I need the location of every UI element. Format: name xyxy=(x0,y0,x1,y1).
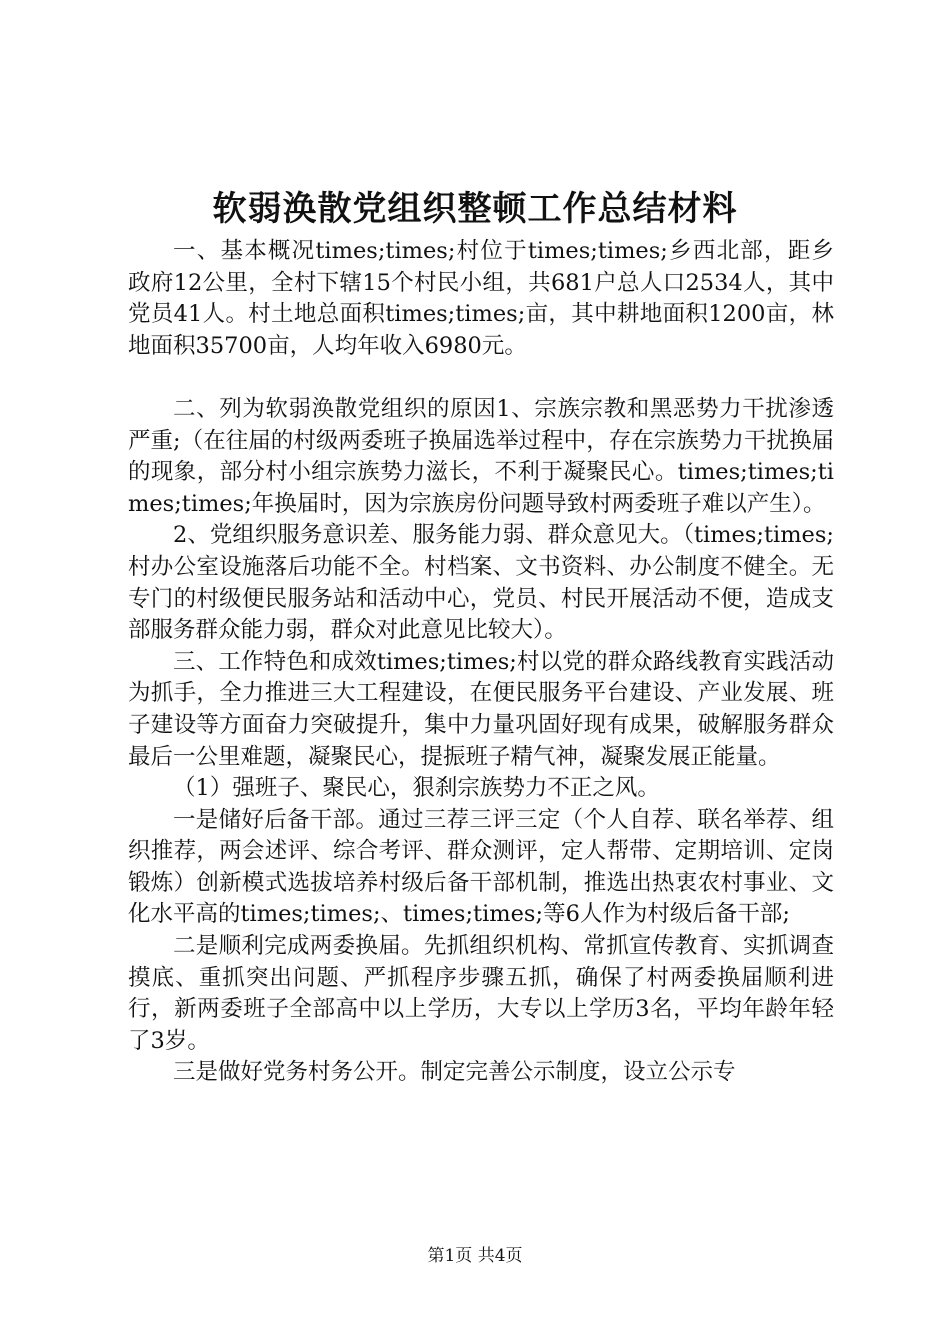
paragraph-reserve-cadres: 一是储好后备干部。通过三荐三评三定（个人自荐、联名举荐、组织推荐，两会述评、综合考评、群众测评，定人帮带、定期培训、定岗锻炼）创新模式选拔培养村级后备干部机制，推选出热衷农村事业、文化水平高的times;times;、times;times;等6人作为村级后备干部; xyxy=(128,806,834,928)
paragraph-achievements: 三、工作特色和成效times;times;村以党的群众路线教育实践活动为抓手，全力推进三大工程建设，在便民服务平台建设、产业发展、班子建设等方面奋力突破提升，集中力量巩固好现有成果，破解服务群众最后一公里难题，凝聚民心，提振班子精气神，凝聚发展正能量。 xyxy=(128,648,834,770)
paragraph-election: 二是顺利完成两委换届。先抓组织机构、常抓宣传教育、实抓调查摸底、重抓突出问题、严抓程序步骤五抓，确保了村两委换届顺利进行，新两委班子全部高中以上学历，大专以上学历3名，平均年龄年轻了3岁。 xyxy=(128,933,834,1054)
page-number: 第1页 共4页 xyxy=(427,1246,523,1266)
paragraph-reasons: 二、列为软弱涣散党组织的原因1、宗族宗教和黑恶势力干扰渗透严重;（在往届的村级两委班子换届选举过程中，存在宗族势力干扰换届的现象，部分村小组宗族势力滋长，不利于凝聚民心。times;times;times;times;年换届时，因为宗族房份问题导致村两委班子难以产生）。 xyxy=(128,395,834,517)
paragraph-overview: 一、基本概况times;times;村位于times;times;乡西北部，距乡政府12公里，全村下辖15个村民小组，共681户总人口2534人，其中党员41人。村土地总面积times;times;亩，其中耕地面积1200亩，林地面积35700亩，人均年收入6980元。 xyxy=(128,238,834,359)
paragraph-service: 2、党组织服务意识差、服务能力弱、群众意见大。（times;times;村办公室设施落后功能不全。村档案、文书资料、办公制度不健全。无专门的村级便民服务站和活动中心，党员、村民开展活动不便，造成支部服务群众能力弱，群众对此意见比较大）。 xyxy=(128,522,834,644)
paragraph-section-1: （1）强班子、聚民心，狠刹宗族势力不正之风。 xyxy=(173,775,660,802)
document-title: 软弱涣散党组织整顿工作总结材料 xyxy=(212,189,738,229)
document-body xyxy=(128,236,834,1089)
paragraph-disclosure: 三是做好党务村务公开。制定完善公示制度，设立公示专 xyxy=(173,1059,736,1086)
